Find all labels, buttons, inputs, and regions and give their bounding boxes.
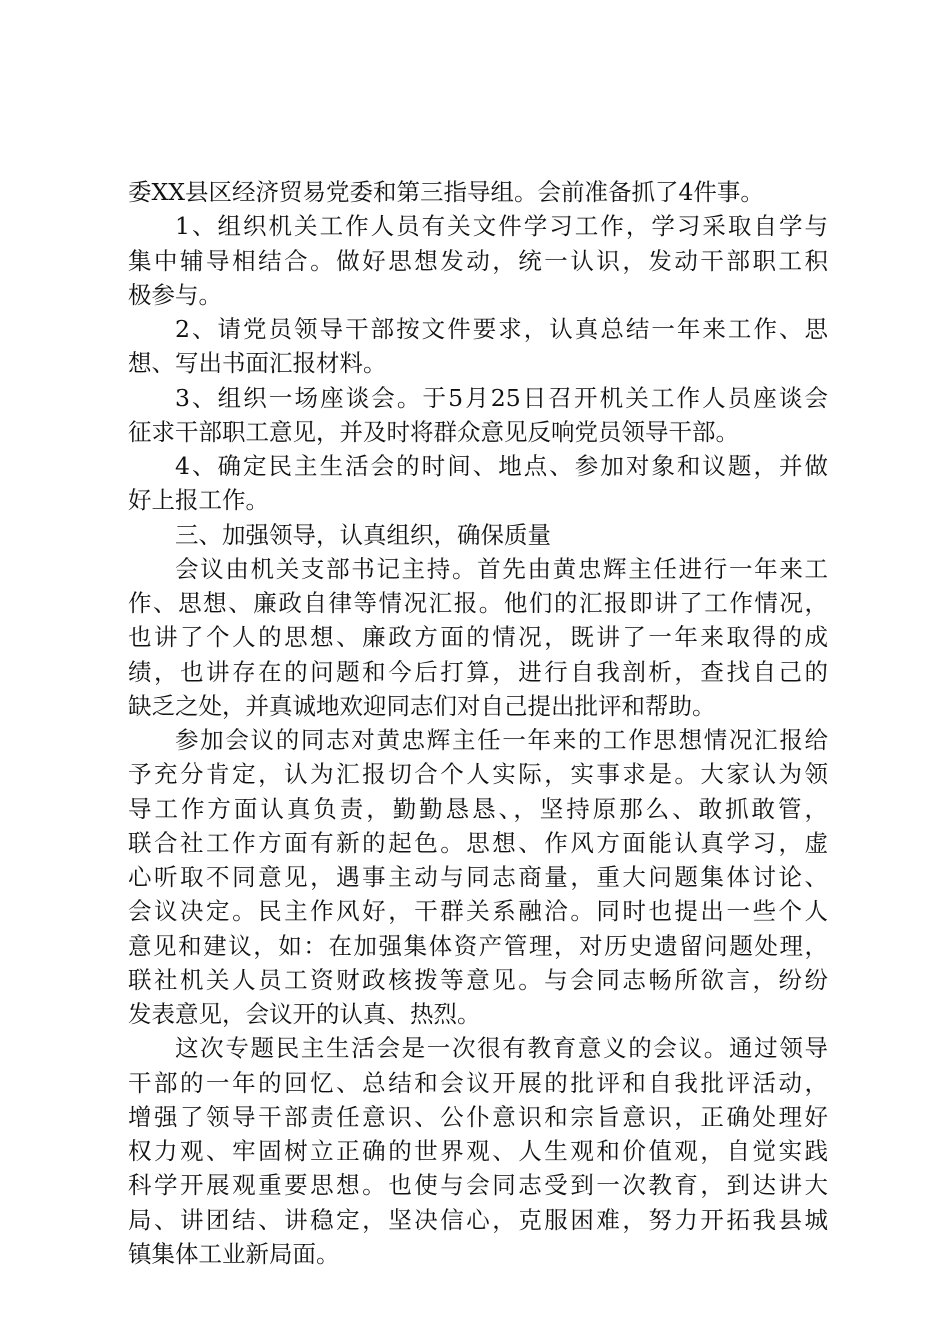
text-line: 也讲了个人的思想、廉政方面的情况，既讲了一年来取得的成 bbox=[128, 623, 828, 651]
text-line: 增强了领导干部责任意识、公仆意识和宗旨意识，正确处理好 bbox=[128, 1103, 828, 1131]
text-line: 会议决定。民主作风好，干群关系融洽。同时也提出一些个人 bbox=[128, 897, 828, 925]
text-line: 作、思想、廉政自律等情况汇报。他们的汇报即讲了工作情况， bbox=[128, 589, 828, 617]
text-line: 想、写出书面汇报材料。 bbox=[128, 349, 387, 377]
text-line: 科学开展观重要思想。也使与会同志受到一次教育，到达讲大 bbox=[128, 1171, 828, 1199]
text-line: 集中辅导相结合。做好思想发动，统一认识，发动干部职工积 bbox=[128, 247, 828, 275]
text-line: 局、讲团结、讲稳定，坚决信心，克服困难，努力开拓我县城 bbox=[128, 1206, 828, 1234]
text-line: 参加会议的同志对黄忠辉主任一年来的工作思想情况汇报给 bbox=[175, 726, 828, 754]
text-line: 3、组织一场座谈会。于5月25日召开机关工作人员座谈会 bbox=[175, 384, 828, 412]
text-line: 权力观、牢固树立正确的世界观、人生观和价值观，自觉实践 bbox=[128, 1137, 828, 1165]
text-line: 这次专题民主生活会是一次很有教育意义的会议。通过领导 bbox=[175, 1034, 828, 1062]
text-line: 导工作方面认真负责，勤勤恳恳、，坚持原那么、敢抓敢管， bbox=[128, 795, 828, 823]
text-line: 委XX县区经济贸易党委和第三指导组。会前准备抓了4件事。 bbox=[128, 178, 764, 206]
text-line: 联合社工作方面有新的起色。思想、作风方面能认真学习，虚 bbox=[128, 829, 828, 857]
text-line: 会议由机关支部书记主持。首先由黄忠辉主任进行一年来工 bbox=[175, 555, 828, 583]
section-heading: 三、加强领导，认真组织，确保质量 bbox=[175, 521, 551, 549]
text-line: 1、组织机关工作人员有关文件学习工作，学习采取自学与 bbox=[175, 212, 828, 240]
text-line: 2、请党员领导干部按文件要求，认真总结一年来工作、思 bbox=[175, 315, 828, 343]
text-line: 联社机关人员工资财政核拨等意见。与会同志畅所欲言，纷纷 bbox=[128, 966, 828, 994]
text-line: 极参与。 bbox=[128, 281, 222, 309]
text-line: 好上报工作。 bbox=[128, 486, 269, 514]
text-line: 缺乏之处，并真诚地欢迎同志们对自己提出批评和帮助。 bbox=[128, 692, 716, 720]
text-line: 意见和建议，如：在加强集体资产管理，对历史遗留问题处理， bbox=[128, 932, 828, 960]
text-line: 镇集体工业新局面。 bbox=[128, 1240, 340, 1268]
text-line: 征求干部职工意见，并及时将群众意见反响党员领导干部。 bbox=[128, 418, 739, 446]
text-line: 予充分肯定，认为汇报切合个人实际，实事求是。大家认为领 bbox=[128, 760, 828, 788]
text-line: 心听取不同意见，遇事主动与同志商量，重大问题集体讨论、 bbox=[128, 863, 828, 891]
text-line: 绩，也讲存在的问题和今后打算，进行自我剖析，查找自己的 bbox=[128, 658, 828, 686]
text-line: 发表意见，会议开的认真、热烈。 bbox=[128, 1000, 481, 1028]
text-line: 干部的一年的回忆、总结和会议开展的批评和自我批评活动， bbox=[128, 1069, 828, 1097]
text-line: 4、确定民主生活会的时间、地点、参加对象和议题，并做 bbox=[175, 452, 828, 480]
